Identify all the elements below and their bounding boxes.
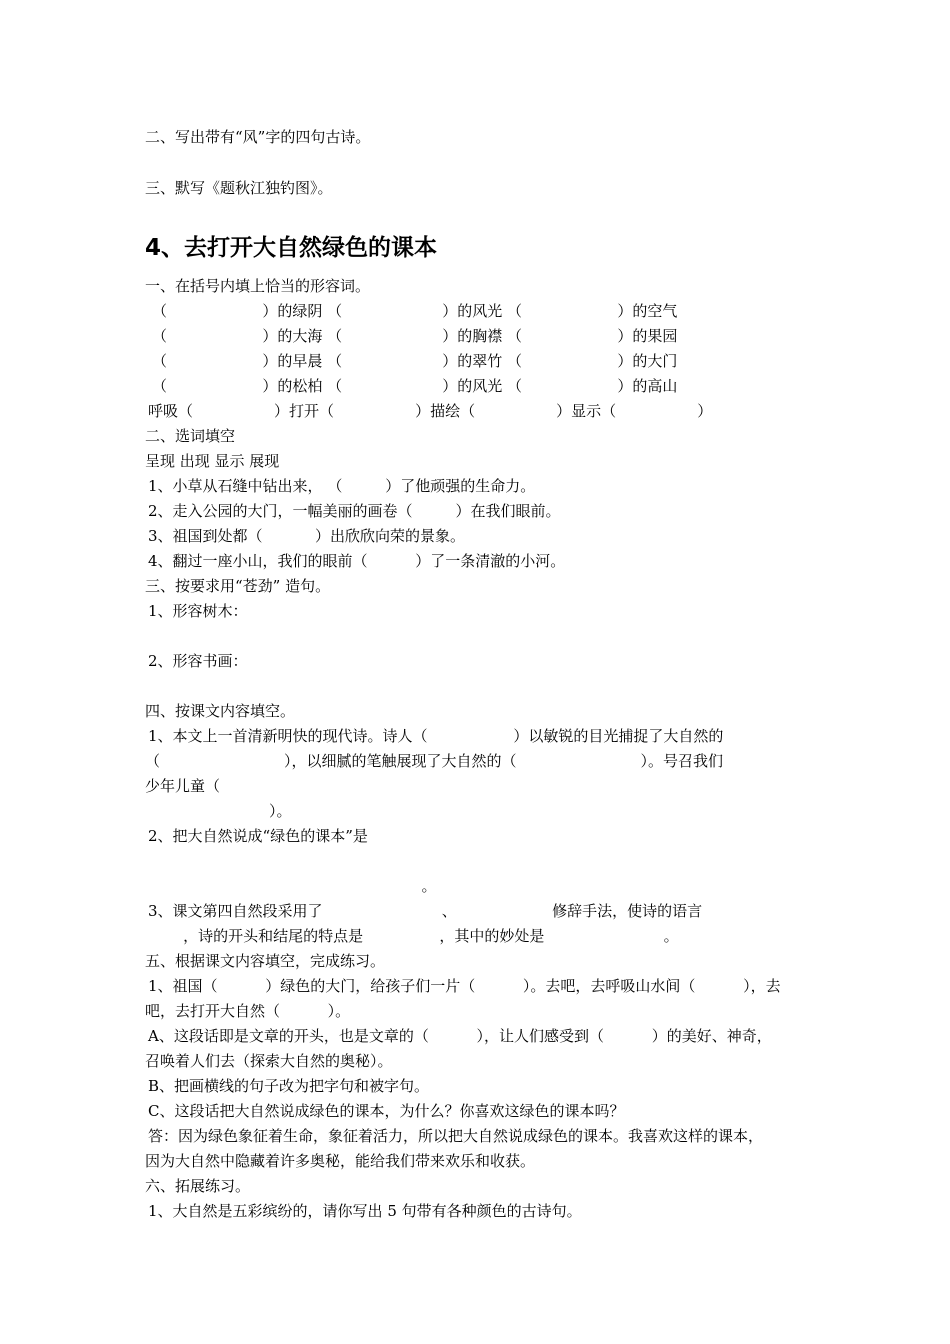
question-line: 3、课文第四自然段采用了 、 修辞手法，使诗的语言 <box>148 902 703 920</box>
question-line: 1、形容树木： <box>148 602 248 620</box>
question-line: 2、形容书画： <box>148 652 248 670</box>
question-line: 四、按课文内容填空。 <box>145 702 296 720</box>
question-line: A、这段话即是文章的开头，也是文章的（ ），让人们感受到（ ）的美好、神奇， <box>148 1027 772 1045</box>
question-line: B、把画横线的句子改为把字句和被字句。 <box>148 1077 430 1095</box>
question-line: 4、翻过一座小山，我们的眼前（ ）了一条清澈的小河。 <box>148 552 566 570</box>
fill-blank-row: （ ）的早晨 （ ）的翠竹 （ ）的大门 <box>152 352 678 370</box>
question-line: 三、按要求用“苍劲” 造句。 <box>145 577 331 595</box>
fill-blank-row: （ ）的松柏 （ ）的风光 （ ）的高山 <box>152 377 678 395</box>
fill-blank-row: 呼吸（ ）打开（ ）描绘（ ）显示（ ） <box>148 402 713 420</box>
question-line: 二、选词填空 <box>145 427 236 445</box>
question-line: 1、大自然是五彩缤纷的，请你写出 5 句带有各种颜色的古诗句。 <box>148 1202 582 1220</box>
question-line: 一、在括号内填上恰当的形容词。 <box>145 277 371 295</box>
answer-line: 答：因为绿色象征着生命，象征着活力，所以把大自然说成绿色的课本。我喜欢这样的课本， <box>148 1127 764 1145</box>
question-line: 召唤着人们去（探索大自然的奥秘）。 <box>145 1052 393 1070</box>
fill-blank-row: （ ）的大海 （ ）的胸襟 （ ）的果园 <box>152 327 678 345</box>
question-line: 2、走入公园的大门，一幅美丽的画卷（ ）在我们眼前。 <box>148 502 561 520</box>
word-bank: 呈现 出现 显示 展现 <box>145 452 280 470</box>
question-line: （ ），以细腻的笔触展现了大自然的（ ）。号召我们 <box>145 752 723 770</box>
question-line: 1、小草从石缝中钻出来， （ ）了他顽强的生命力。 <box>148 477 536 495</box>
question-line: C、这段话把大自然说成绿色的课本，为什么？你喜欢这绿色的课本吗？ <box>148 1102 625 1120</box>
question-line: 3、祖国到处都（ ）出欣欣向荣的景象。 <box>148 527 465 545</box>
answer-line: 因为大自然中隐藏着许多奥秘，能给我们带来欢乐和收获。 <box>145 1152 536 1170</box>
question-line: 二、写出带有“风”字的四句古诗。 <box>145 128 371 146</box>
question-line: 五、根据课文内容填空，完成练习。 <box>145 952 386 970</box>
question-line: 少年儿童（ <box>145 777 221 795</box>
question-line: 1、祖国（ ）绿色的大门，给孩子们一片（ ）。去吧，去呼吸山水间（ ），去 <box>148 977 781 995</box>
question-line: 1、本文上一首清新明快的现代诗。诗人（ ）以敏锐的目光捕捉了大自然的 <box>148 727 724 745</box>
question-line: ）。 <box>145 802 292 820</box>
question-line: 。 <box>145 877 437 895</box>
question-line: 六、拓展练习。 <box>145 1177 251 1195</box>
question-line: 2、把大自然说成“绿色的课本”是 <box>148 827 368 845</box>
lesson-heading: 4、去打开大自然绿色的课本 <box>145 235 438 261</box>
question-line: 三、默写《题秋江独钓图》。 <box>145 179 333 197</box>
question-line: ，诗的开头和结尾的特点是 ，其中的妙处是 。 <box>145 927 679 945</box>
question-line: 吧，去打开大自然（ ）。 <box>145 1002 351 1020</box>
fill-blank-row: （ ）的绿阴 （ ）的风光 （ ）的空气 <box>152 302 678 320</box>
